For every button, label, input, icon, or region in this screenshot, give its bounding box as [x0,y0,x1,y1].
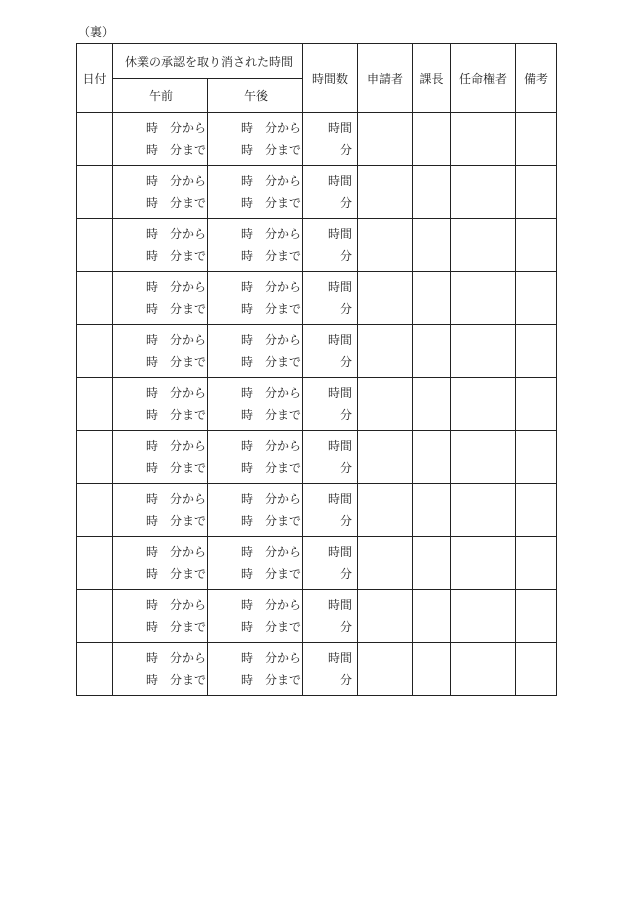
applicant-column-header: 申請者 [358,44,413,113]
applicant-cell[interactable] [358,325,413,378]
remarks-cell[interactable] [516,643,557,696]
hour-unit-label: 時 [146,143,159,157]
date-cell[interactable] [77,643,113,696]
to-minutes-label: 分まで [265,196,302,210]
hours-cell[interactable] [303,431,358,484]
hours-unit-label: 時間 [327,174,352,188]
to-minutes-label: 分まで [265,673,302,687]
hour-unit-label: 時 [241,280,254,294]
from-minutes-label: 分から [265,651,302,665]
to-minutes-label: 分まで [170,673,207,687]
date-cell[interactable] [77,166,113,219]
hours-cell[interactable] [303,272,358,325]
time-to-line [146,192,207,214]
to-minutes-label: 分まで [170,461,207,475]
from-minutes-label: 分から [265,280,302,294]
time-from-line [241,117,302,139]
time-to-line [146,351,207,373]
to-minutes-label: 分まで [170,249,207,263]
from-minutes-label: 分から [170,174,207,188]
time-to-line [146,669,207,691]
date-cell[interactable] [77,325,113,378]
applicant-cell[interactable] [358,378,413,431]
appointing-authority-cell[interactable] [451,431,516,484]
from-minutes-label: 分から [265,174,302,188]
appointing-authority-cell[interactable] [451,113,516,166]
to-minutes-label: 分まで [170,620,207,634]
appointing-authority-cell[interactable] [451,219,516,272]
from-minutes-label: 分から [265,545,302,559]
date-cell[interactable] [77,378,113,431]
hours-cell[interactable] [303,643,358,696]
hour-unit-label: 時 [146,598,159,612]
table-row [77,590,557,643]
section-chief-cell[interactable] [413,113,451,166]
to-minutes-label: 分まで [265,355,302,369]
hours-unit-label: 時間 [327,492,352,506]
hours-unit-label: 時間 [327,439,352,453]
from-minutes-label: 分から [170,227,207,241]
date-cell[interactable] [77,590,113,643]
to-minutes-label: 分まで [265,620,302,634]
am-time-cell[interactable] [113,643,208,696]
time-from-line [241,329,302,351]
minutes-unit-label: 分 [339,143,352,157]
am-time-cell[interactable] [113,113,208,166]
applicant-cell[interactable] [358,484,413,537]
section-chief-cell[interactable] [413,643,451,696]
pm-time-cell[interactable] [208,484,303,537]
from-minutes-label: 分から [170,439,207,453]
hour-unit-label: 時 [241,673,254,687]
table-row [77,431,557,484]
time-from-line [241,382,302,404]
from-minutes-label: 分から [170,545,207,559]
to-minutes-label: 分まで [265,249,302,263]
to-minutes-label: 分まで [170,514,207,528]
minutes-unit-label: 分 [339,620,352,634]
hour-unit-label: 時 [146,386,159,400]
date-cell[interactable] [77,219,113,272]
hour-unit-label: 時 [146,174,159,188]
table-row [77,537,557,590]
section-chief-cell[interactable] [413,272,451,325]
time-from-line [146,647,207,669]
time-to-line [241,563,302,585]
appointing-authority-cell[interactable] [451,643,516,696]
hour-unit-label: 時 [241,227,254,241]
pm-time-cell[interactable] [208,643,303,696]
table-row [77,272,557,325]
remarks-cell[interactable] [516,378,557,431]
am-time-cell[interactable] [113,431,208,484]
am-column-header: 午前 [113,79,208,113]
time-to-line [146,616,207,638]
remarks-cell[interactable] [516,272,557,325]
time-to-line [146,457,207,479]
date-cell[interactable] [77,272,113,325]
section-chief-cell[interactable] [413,325,451,378]
from-minutes-label: 分から [170,121,207,135]
time-to-line [146,563,207,585]
section-chief-cell[interactable] [413,378,451,431]
from-minutes-label: 分から [265,439,302,453]
remarks-cell[interactable] [516,590,557,643]
date-cell[interactable] [77,431,113,484]
remarks-column-header: 備考 [516,44,557,113]
to-minutes-label: 分まで [265,302,302,316]
record-rows [77,113,557,696]
appointing-authority-cell[interactable] [451,378,516,431]
hour-unit-label: 時 [241,355,254,369]
time-from-line [146,329,207,351]
pm-time-cell[interactable] [208,537,303,590]
am-time-cell[interactable] [113,272,208,325]
hour-unit-label: 時 [146,651,159,665]
time-to-line [241,139,302,161]
hours-unit-label: 時間 [327,280,352,294]
time-from-line [241,170,302,192]
applicant-cell[interactable] [358,113,413,166]
time-from-line [241,647,302,669]
time-from-line [146,170,207,192]
to-minutes-label: 分まで [265,567,302,581]
pm-time-cell[interactable] [208,378,303,431]
appointing-authority-column-header: 任命権者 [451,44,516,113]
hour-unit-label: 時 [146,514,159,528]
time-from-line [146,594,207,616]
from-minutes-label: 分から [265,386,302,400]
time-from-line [146,435,207,457]
section-chief-cell[interactable] [413,537,451,590]
time-from-line [241,435,302,457]
hour-unit-label: 時 [241,196,254,210]
time-from-line [241,541,302,563]
date-cell[interactable] [77,113,113,166]
am-time-cell[interactable] [113,590,208,643]
appointing-authority-cell[interactable] [451,590,516,643]
hours-column-header: 時間数 [303,44,358,113]
applicant-cell[interactable] [358,431,413,484]
hour-unit-label: 時 [241,567,254,581]
to-minutes-label: 分まで [170,408,207,422]
am-time-cell[interactable] [113,484,208,537]
hour-unit-label: 時 [146,545,159,559]
remarks-cell[interactable] [516,325,557,378]
to-minutes-label: 分まで [265,408,302,422]
hours-unit-label: 時間 [327,121,352,135]
table-row [77,325,557,378]
to-minutes-label: 分まで [170,355,207,369]
minutes-unit-label: 分 [339,355,352,369]
hour-unit-label: 時 [241,620,254,634]
hours-cell[interactable] [303,378,358,431]
minutes-unit-label: 分 [339,673,352,687]
am-time-cell[interactable] [113,166,208,219]
hour-unit-label: 時 [146,408,159,422]
minutes-unit-label: 分 [339,408,352,422]
applicant-cell[interactable] [358,537,413,590]
time-from-line [146,223,207,245]
applicant-cell[interactable] [358,590,413,643]
hours-unit-label: 時間 [327,545,352,559]
from-minutes-label: 分から [170,333,207,347]
hour-unit-label: 時 [146,227,159,241]
remarks-cell[interactable] [516,166,557,219]
to-minutes-label: 分まで [170,567,207,581]
to-minutes-label: 分まで [265,514,302,528]
pm-time-cell[interactable] [208,166,303,219]
hours-cell[interactable] [303,113,358,166]
hour-unit-label: 時 [146,673,159,687]
hour-unit-label: 時 [241,121,254,135]
minutes-unit-label: 分 [339,567,352,581]
hour-unit-label: 時 [241,461,254,475]
table-row [77,219,557,272]
hours-cell[interactable] [303,590,358,643]
minutes-unit-label: 分 [339,249,352,263]
from-minutes-label: 分から [265,598,302,612]
hours-unit-label: 時間 [327,386,352,400]
time-from-line [241,276,302,298]
am-time-cell[interactable] [113,325,208,378]
hour-unit-label: 時 [241,174,254,188]
hour-unit-label: 時 [146,567,159,581]
time-to-line [241,245,302,267]
hours-unit-label: 時間 [327,227,352,241]
hour-unit-label: 時 [146,492,159,506]
to-minutes-label: 分まで [170,196,207,210]
hours-cell[interactable] [303,325,358,378]
from-minutes-label: 分から [265,492,302,506]
hour-unit-label: 時 [241,439,254,453]
minutes-unit-label: 分 [339,461,352,475]
from-minutes-label: 分から [170,598,207,612]
from-minutes-label: 分から [265,121,302,135]
applicant-cell[interactable] [358,219,413,272]
time-to-line [241,298,302,320]
remarks-cell[interactable] [516,431,557,484]
hour-unit-label: 時 [241,143,254,157]
time-to-line [146,404,207,426]
section-chief-cell[interactable] [413,219,451,272]
hour-unit-label: 時 [146,302,159,316]
from-minutes-label: 分から [170,492,207,506]
time-from-line [146,117,207,139]
hour-unit-label: 時 [241,333,254,347]
time-to-line [241,404,302,426]
hour-unit-label: 時 [146,355,159,369]
hour-unit-label: 時 [241,545,254,559]
from-minutes-label: 分から [265,227,302,241]
time-to-line [146,245,207,267]
pm-time-cell[interactable] [208,431,303,484]
table-row [77,484,557,537]
hour-unit-label: 時 [146,461,159,475]
am-time-cell[interactable] [113,219,208,272]
hour-unit-label: 時 [241,386,254,400]
section-chief-cell[interactable] [413,484,451,537]
from-minutes-label: 分から [170,651,207,665]
hour-unit-label: 時 [241,492,254,506]
time-to-line [146,510,207,532]
hours-unit-label: 時間 [327,598,352,612]
table-row [77,378,557,431]
pm-time-cell[interactable] [208,325,303,378]
pm-time-cell[interactable] [208,590,303,643]
remarks-cell[interactable] [516,537,557,590]
date-cell[interactable] [77,537,113,590]
time-to-line [241,457,302,479]
from-minutes-label: 分から [170,386,207,400]
applicant-cell[interactable] [358,643,413,696]
minutes-unit-label: 分 [339,302,352,316]
hours-cell[interactable] [303,484,358,537]
time-from-line [146,488,207,510]
hour-unit-label: 時 [146,333,159,347]
time-from-line [146,382,207,404]
appointing-authority-cell[interactable] [451,537,516,590]
pm-column-header: 午後 [208,79,303,113]
hour-unit-label: 時 [146,249,159,263]
hour-unit-label: 時 [146,439,159,453]
time-to-line [241,192,302,214]
date-column-header: 日付 [77,44,113,113]
table-row [77,643,557,696]
to-minutes-label: 分まで [265,143,302,157]
hours-unit-label: 時間 [327,333,352,347]
hours-cell[interactable] [303,166,358,219]
minutes-unit-label: 分 [339,514,352,528]
hour-unit-label: 時 [241,514,254,528]
time-from-line [146,276,207,298]
page-side-label: （裏） [78,25,115,39]
applicant-cell[interactable] [358,272,413,325]
hour-unit-label: 時 [146,280,159,294]
table-row [77,113,557,166]
time-from-line [146,541,207,563]
to-minutes-label: 分まで [170,302,207,316]
hour-unit-label: 時 [146,196,159,210]
hours-unit-label: 時間 [327,651,352,665]
remarks-cell[interactable] [516,113,557,166]
section-chief-cell[interactable] [413,166,451,219]
time-from-line [241,488,302,510]
hours-cell[interactable] [303,219,358,272]
section-chief-cell[interactable] [413,590,451,643]
hour-unit-label: 時 [241,302,254,316]
pm-time-cell[interactable] [208,113,303,166]
cancelled-period-header: 休業の承認を取り消された時間 [113,44,303,79]
time-to-line [146,298,207,320]
time-from-line [241,594,302,616]
time-to-line [241,510,302,532]
hour-unit-label: 時 [241,408,254,422]
appointing-authority-cell[interactable] [451,325,516,378]
pm-time-cell[interactable] [208,272,303,325]
date-cell[interactable] [77,484,113,537]
appointing-authority-cell[interactable] [451,272,516,325]
hour-unit-label: 時 [241,651,254,665]
from-minutes-label: 分から [265,333,302,347]
hours-cell[interactable] [303,537,358,590]
table-row [77,166,557,219]
hour-unit-label: 時 [241,249,254,263]
from-minutes-label: 分から [170,280,207,294]
time-from-line [241,223,302,245]
minutes-unit-label: 分 [339,196,352,210]
remarks-cell[interactable] [516,219,557,272]
hour-unit-label: 時 [241,598,254,612]
remarks-cell[interactable] [516,484,557,537]
time-to-line [241,351,302,373]
time-to-line [146,139,207,161]
applicant-cell[interactable] [358,166,413,219]
section-chief-cell[interactable] [413,431,451,484]
pm-time-cell[interactable] [208,219,303,272]
am-time-cell[interactable] [113,378,208,431]
time-to-line [241,616,302,638]
time-to-line [241,669,302,691]
cancellation-record-table [76,43,557,696]
appointing-authority-cell[interactable] [451,484,516,537]
to-minutes-label: 分まで [170,143,207,157]
am-time-cell[interactable] [113,537,208,590]
appointing-authority-cell[interactable] [451,166,516,219]
to-minutes-label: 分まで [265,461,302,475]
hour-unit-label: 時 [146,121,159,135]
section-chief-column-header: 課長 [413,44,451,113]
hour-unit-label: 時 [146,620,159,634]
